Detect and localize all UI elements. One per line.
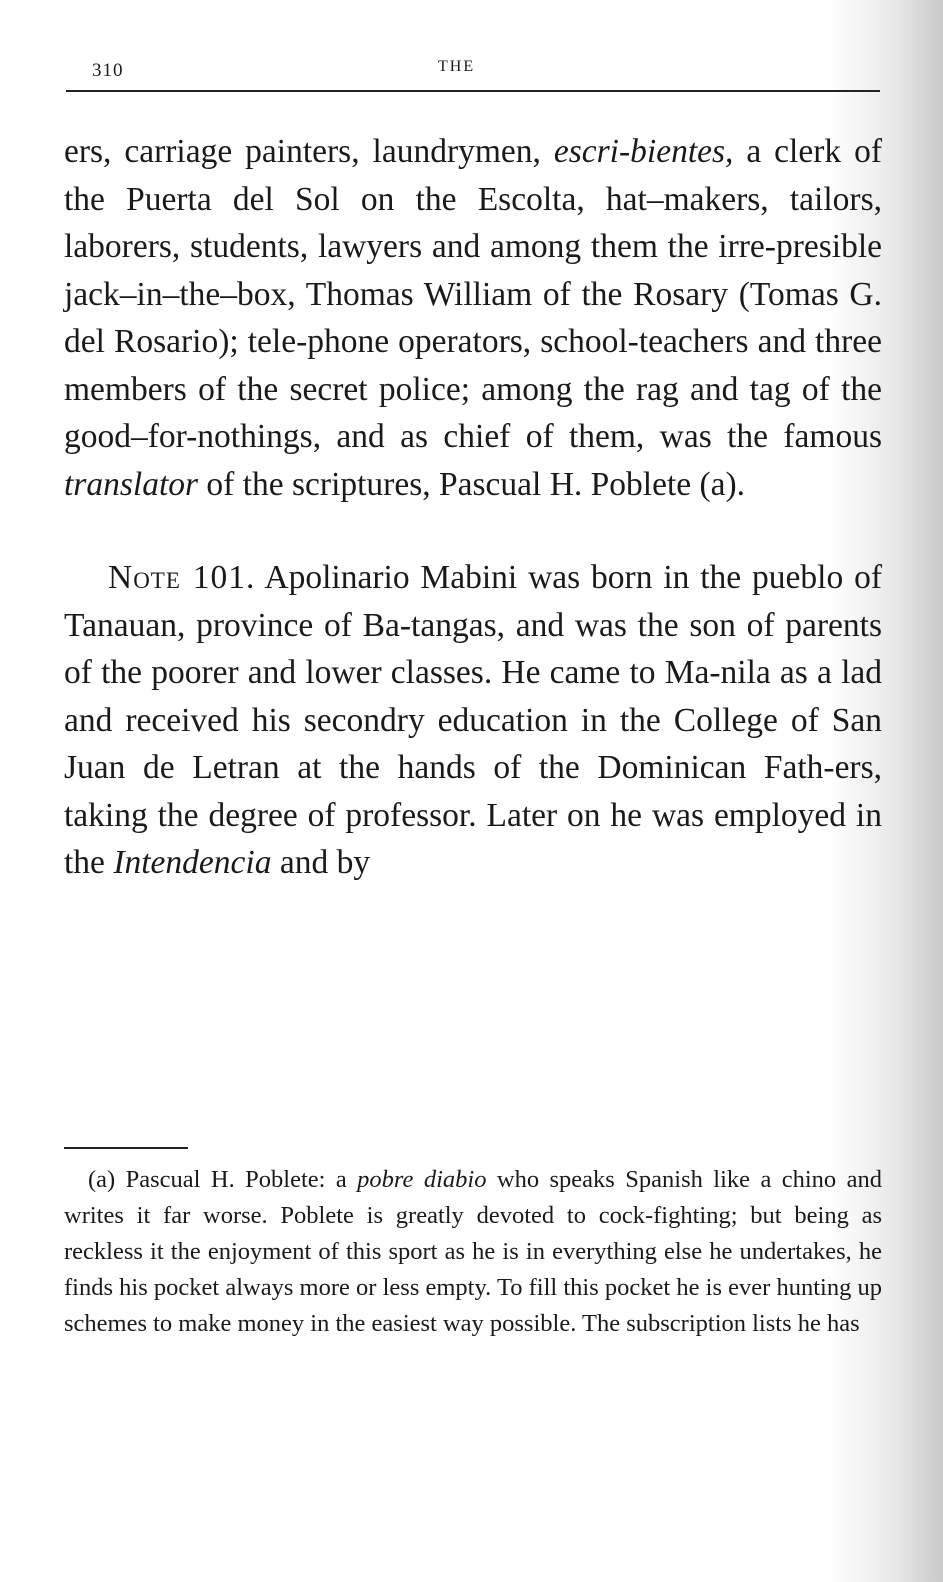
- italic-term: escri-bientes,: [553, 133, 734, 170]
- italic-term: translator: [64, 465, 199, 503]
- italic-term: pobre diabio: [357, 1166, 487, 1193]
- text-run: ers, carriage painters, laundrymen,: [64, 133, 554, 170]
- text-run: of the scriptures, Pascual H. Poblete (a).: [198, 465, 746, 503]
- note-label: Note 101.: [108, 559, 256, 596]
- page-header: [66, 52, 880, 92]
- paragraph-continuation: [64, 128, 882, 508]
- text-run: Apolinario Mabini was born in the pueblo of Tanauan, province of Ba-tangas, and was the son of parents of the poorer and lower classes. He came to Ma-nila as a lad and received his secondry education in the College of San Juan de Letran at the hands of the Dominican Fath-ers, taking the degree of professor. Later on he was employed in the: [64, 559, 882, 881]
- footnote: [64, 1162, 882, 1342]
- text-run: a clerk of the Puerta del Sol on the Escolta, hat–makers, tailors, laborers, students, lawyers and among them the irre-presible jack–in–the–box, Thomas William of the Rosary (Tomas G. del Rosario); tele-phone operators, school-teachers and three members of the secret police; among the rag and tag of the good–for-nothings, and as chief of them, was the famous: [64, 133, 882, 455]
- main-text: [64, 128, 882, 887]
- running-head: THE: [438, 58, 476, 75]
- footnote-rule: [64, 1147, 188, 1149]
- text-run: and by: [271, 844, 371, 881]
- note-paragraph: [64, 554, 882, 887]
- header-rule: [66, 90, 880, 92]
- italic-term: Intendencia: [113, 844, 272, 881]
- text-run: who speaks Spanish like a chino and writes it far worse. Poblete is greatly devoted to cock-fighting; but being as reckless it the enjoyment of this sport as he is in everything else he undertakes, he finds his pocket always more or less empty. To fill this pocket he is ever hunting up schemes to make money in the easiest way possible. The subscription lists he has: [64, 1166, 882, 1337]
- text-run: (a) Pascual H. Poblete: a: [88, 1166, 358, 1193]
- page-number: 310: [92, 60, 124, 81]
